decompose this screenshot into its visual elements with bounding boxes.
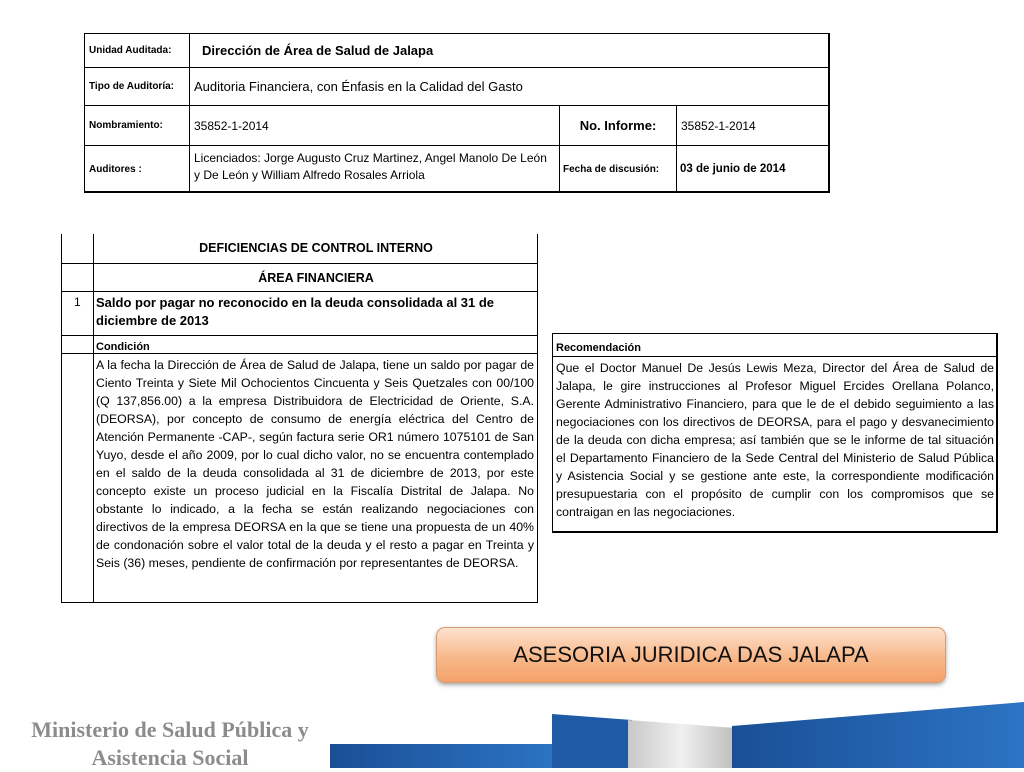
informe-label: No. Informe: [560, 106, 677, 146]
footer-band-gray [628, 720, 736, 768]
unidad-label: Unidad Auditada: [85, 34, 190, 68]
column-divider [93, 234, 94, 602]
item-number: 1 [74, 295, 81, 309]
asesoria-juridica-button[interactable]: ASESORIA JURIDICA DAS JALAPA [436, 627, 946, 683]
informe-value: 35852-1-2014 [677, 106, 829, 146]
def-item-row [62, 292, 537, 336]
audit-header-table [84, 33, 830, 193]
auditores-label: Auditores : [85, 146, 190, 192]
unidad-value: Dirección de Área de Salud de Jalapa [190, 34, 829, 68]
def-area: ÁREA FINANCIERA [258, 271, 374, 285]
footer-band-mid-blue [552, 714, 632, 768]
fecha-value: 03 de junio de 2014 [680, 163, 786, 175]
condicion-text: A la fecha la Dirección de Área de Salud de Jalapa, tiene un saldo por pagar de Ciento Treinta y Siete Mil Ochocientos Cincuenta y Seis Quetzales con 00/100 (Q 137,856.00) a la empresa Distribuidora de Electricidad de Oriente, S.A. (DEORSA), por concepto de consumo de energía eléctrica del Centro de Atención Permanente -CAP-, según factura serie OR1 número 1075101 de San Yuyo, desde el año 2009, por lo cual dicho valor, no se encuentra contemplado en el saldo de la deuda consolidada al 31 de diciembre de 2013, por este concepto existe un proceso judicial en la Fiscalía Distrital de Jalapa. No obstante lo indicado, a la fecha se están realizando negociaciones con directivos de la empresa DEORSA en la que se tiene una propuesta de un 40% de condonación sobre el valor total de la deuda y el resto a pagar en Treinta y Seis (36) meses, pendiente de confirmación por representantes de DEORSA. [96, 358, 534, 570]
footer-wave-graphic [330, 700, 1024, 768]
ministry-title [20, 716, 320, 772]
nombramiento-label: Nombramiento: [85, 106, 190, 146]
recomendacion-label: Recomendación [553, 334, 997, 357]
auditores-value [190, 146, 560, 192]
condicion-label: Condición [96, 341, 150, 353]
footer-band-right [732, 702, 1024, 768]
nombramiento-value: 35852-1-2014 [190, 106, 560, 146]
tipo-label: Tipo de Auditoría: [85, 68, 190, 106]
deficiencias-table [61, 234, 538, 603]
ministry-line-2: Asistencia Social [91, 745, 249, 770]
recomendacion-box [552, 333, 998, 533]
ministry-line-1: Ministerio de Salud Pública y [31, 717, 309, 742]
footer-band-left [330, 744, 556, 768]
auditores-line-1: Licenciados: Jorge Augusto Cruz Martinez, Angel Manolo De León [194, 151, 547, 165]
def-title: DEFICIENCIAS DE CONTROL INTERNO [199, 241, 433, 255]
item-title: Saldo por pagar no reconocido en la deuda consolidada al 31 de diciembre de 2013 [96, 295, 495, 328]
def-condicion-row [62, 336, 537, 354]
fecha-label: Fecha de discusión: [560, 146, 677, 192]
recomendacion-text: Que el Doctor Manuel De Jesús Lewis Meza, Director del Área de Salud de Jalapa, le gire instrucciones al Profesor Miguel Ercides Orellana Polanco, Gerente Administrativo Financiero, para que le de el debido seguimiento a las negociaciones con los directivos de DEORSA, para el pago y desvanecimiento de la deuda con dicha empresa; así también que se le informe de tal situación el Departamento Financiero de la Sede Central del Ministerio de Salud Pública y Asistencia Social y se gestione ante este, la correspondiente modificación presupuestaria con el propósito de cumplir con los compromisos que se contraigan en las negociaciones. [556, 361, 994, 519]
def-area-row [62, 264, 537, 292]
auditores-line-2: y De León y William Alfredo Rosales Arriola [194, 168, 425, 182]
tipo-value: Auditoria Financiera, con Énfasis en la Calidad del Gasto [190, 68, 829, 106]
def-title-row [62, 234, 537, 264]
